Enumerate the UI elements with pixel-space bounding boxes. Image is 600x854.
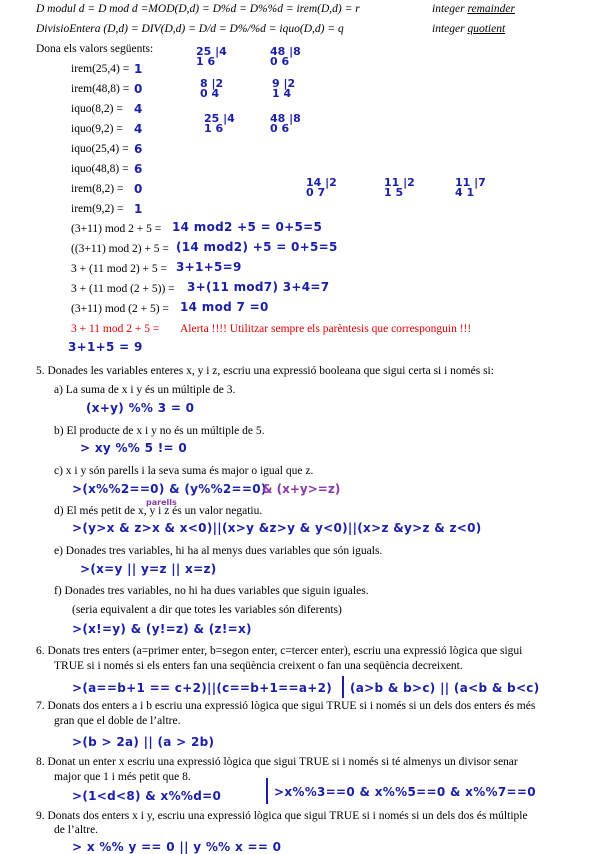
header-note-remainder (432, 2, 515, 16)
q5c-answer-tail: & (x+y>=z) (262, 482, 341, 496)
division-sketch (384, 178, 415, 198)
q9-answer: > x %% y == 0 || y %% x == 0 (72, 840, 282, 854)
division-sketch (196, 47, 227, 67)
division-top: 25 |4 (196, 45, 227, 58)
expr-question: irem(48,8) = (71, 83, 130, 95)
header-line-div: DivisioEntera (D,d) = DIV(D,d) = D/d = D%/%d = iquo(D,d) = q (36, 23, 344, 35)
q8-line1: 8. Donat un enter x escriu una expressió lògica que sigui TRUE si i només si té almenys un divisor senar (36, 756, 518, 768)
expr-answer: 1 (134, 202, 143, 216)
division-sketch (270, 47, 301, 67)
q5b-answer: > xy %% 5 != 0 (80, 441, 187, 455)
q9-line1: 9. Donats dos enters x i y, escriu una expressió lògica que sigui TRUE si i només si un dels dos és múltiple (36, 810, 528, 822)
q7-line2: gran que el doble de l’altre. (54, 715, 181, 727)
note-prefix: integer (432, 23, 468, 35)
division-sketch (272, 79, 295, 99)
division-bottom: 4 1 (455, 186, 475, 199)
mod-answer: 14 mod 7 =0 (180, 300, 269, 314)
q8-answer-alt: >x%%3==0 & x%%5==0 & x%%7==0 (274, 785, 536, 799)
expr-question: iquo(9,2) = (71, 123, 123, 135)
q6-answer: >(a==b+1 == c+2)||(c==b+1==a+2) (72, 681, 333, 695)
division-sketch (455, 178, 486, 198)
q5c-question: c) x i y són parells i la seva suma és major o igual que z. (54, 465, 314, 477)
division-top: 14 |2 (306, 176, 337, 189)
q5f-question: f) Donades tres variables, no hi ha dues variables que siguin iguales. (54, 585, 369, 597)
division-bottom: 0 7 (306, 186, 326, 199)
expr-answer: 6 (134, 162, 143, 176)
mod-answer: (14 mod2) +5 = 0+5=5 (176, 240, 338, 254)
expr-answer: 0 (134, 182, 143, 196)
q5a-answer: (x+y) %% 3 = 0 (86, 401, 195, 415)
mod-answer: 14 mod2 +5 = 0+5=5 (172, 220, 323, 234)
q8-answer: >(1<d<8) & x%%d=0 (72, 789, 222, 803)
division-bottom: 1 6 (196, 55, 216, 68)
q5b-question: b) El producte de x i y no és un múltiple de 5. (54, 425, 265, 437)
q9-line2: de l’altre. (54, 824, 99, 836)
q5e-question: e) Donades tres variables, hi ha al menys dues variables que són iguals. (54, 545, 383, 557)
q5d-answer: >(y>x & z>x & x<0)||(x>y &z>y & y<0)||(x>z &y>z & z<0) (72, 521, 482, 535)
mod-question: (3+11) mod (2 + 5) = (71, 303, 169, 315)
q7-answer: >(b > 2a) || (a > 2b) (72, 735, 215, 749)
q5f-answer: >(x!=y) & (y!=z) & (z!=x) (72, 622, 252, 636)
expr-question: iquo(48,8) = (71, 163, 129, 175)
alert-answer: 3+1+5 = 9 (68, 340, 143, 354)
divider-bar (342, 676, 344, 698)
mod-question: (3+11) mod 2 + 5 = (71, 223, 162, 235)
division-bottom: 0 6 (270, 55, 290, 68)
expr-answer: 4 (134, 102, 143, 116)
division-bottom: 1 5 (384, 186, 404, 199)
q5c-note: parells (146, 498, 177, 507)
mod-question: ((3+11) mod 2) + 5 = (71, 243, 169, 255)
q8-line2: major que 1 i més petit que 8. (54, 771, 191, 783)
division-top: 48 |8 (270, 45, 301, 58)
expr-question: irem(8,2) = (71, 183, 124, 195)
division-top: 11 |7 (455, 176, 486, 189)
division-bottom: 0 4 (200, 87, 220, 100)
expr-answer: 1 (134, 62, 143, 76)
division-top: 48 |8 (270, 112, 301, 125)
note-prefix: integer (432, 3, 468, 15)
division-bottom: 1 4 (272, 87, 292, 100)
expr-question: irem(9,2) = (71, 203, 124, 215)
note-underlined: remainder (467, 3, 515, 15)
mod-answer: 3+(11 mod7) 3+4=7 (187, 280, 330, 294)
intro-text: Dona els valors següents: (36, 43, 154, 55)
q5a-question: a) La suma de x i y és un múltiple de 3. (54, 384, 236, 396)
division-sketch (270, 114, 301, 134)
expr-question: iquo(8,2) = (71, 103, 123, 115)
division-top: 11 |2 (384, 176, 415, 189)
q5f-note: (seria equivalent a dir que totes les variables són diferents) (72, 604, 342, 616)
header-note-quotient (432, 22, 505, 36)
mod-answer: 3+1+5=9 (176, 260, 242, 274)
q6-line2: TRUE si i només si els enters fan una seqüència creixent o fan una seqüència decreixent. (54, 660, 463, 672)
division-sketch (306, 178, 337, 198)
expr-question: irem(25,4) = (71, 63, 130, 75)
mod-question: 3 + (11 mod (2 + 5)) = (71, 283, 175, 295)
division-top: 8 |2 (200, 77, 224, 90)
alert-question: 3 + 11 mod 2 + 5 = (71, 323, 160, 335)
division-top: 25 |4 (204, 112, 235, 125)
q5-title: 5. Donades les variables enteres x, y i z, escriu una expressió booleana que sigui certa si i només si: (36, 365, 494, 377)
expr-answer: 6 (134, 142, 143, 156)
division-sketch (204, 114, 235, 134)
note-underlined: quotient (467, 23, 506, 35)
expr-question: iquo(25,4) = (71, 143, 129, 155)
division-top: 9 |2 (272, 77, 296, 90)
divider-bar (266, 778, 268, 804)
q6-line1: 6. Donats tres enters (a=primer enter, b=segon enter, c=tercer enter), escriu una expressió lògica que sigui (36, 645, 523, 657)
expr-answer: 0 (134, 82, 143, 96)
header-line-mod: D modul d = D mod d =MOD(D,d) = D%d = D%%d = irem(D,d) = r (36, 3, 360, 15)
q7-line1: 7. Donats dos enters a i b escriu una expressió lògica que sigui TRUE si i només si un dels dos enters és més (36, 700, 536, 712)
q5c-answer: >(x%%2==0) & (y%%2==0) (72, 482, 267, 496)
q6-answer-alt: (a>b & b>c) || (a<b & b<c) (350, 681, 540, 695)
division-sketch (200, 79, 223, 99)
mod-question: 3 + (11 mod 2) + 5 = (71, 263, 168, 275)
expr-answer: 4 (134, 122, 143, 136)
division-bottom: 1 6 (204, 122, 224, 135)
division-bottom: 0 6 (270, 122, 290, 135)
alert-message: Alerta !!!! Utilitzar sempre els parèntesis que corresponguin !!! (180, 323, 472, 335)
q5e-answer: >(x=y || y=z || x=z) (80, 562, 217, 576)
q5d-question: d) El més petit de x, y i z és un valor negatiu. (54, 505, 263, 517)
